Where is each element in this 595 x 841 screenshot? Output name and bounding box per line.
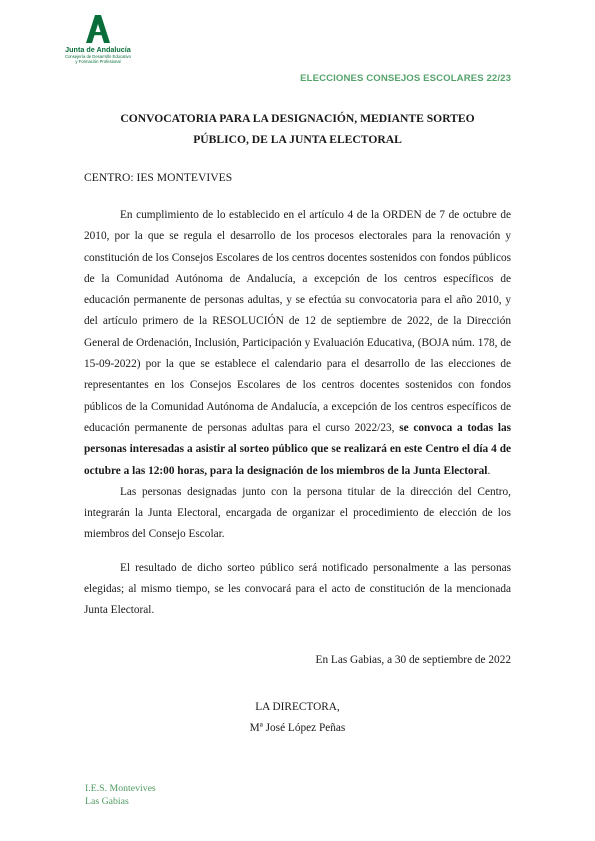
document-title [84, 108, 511, 150]
junta-de-andalucia-logo [58, 14, 138, 76]
title-line-1: CONVOCATORIA PARA LA DESIGNACIÓN, MEDIANTE SORTEO [120, 112, 475, 125]
paragraph-3: El resultado de dicho sorteo público será notificado personalmente a las personas elegidas; al mismo tiempo, se les convocará para el acto de constitución de la mencionada Junta Electoral. [84, 561, 511, 617]
paragraph-1 [84, 205, 511, 482]
paragraph-1-end: . [487, 464, 491, 477]
date-line: En Las Gabias, a 30 de septiembre de 2022 [315, 654, 511, 666]
footer-line-2: Las Gabias [85, 795, 129, 807]
logo-subtitle-line2: y Formación Profesional [75, 59, 121, 64]
signer-role: LA DIRECTORA, [255, 701, 340, 713]
logo-name: Junta de Andalucía [65, 45, 131, 54]
paragraph-1-text: En cumplimiento de lo establecido en el artículo 4 de la ORDEN de 7 de octubre de 2010, por la que se regula el desarrollo de los procesos electorales para la renovación y constitución de los Consejos Escolares de los centros docentes sostenidos con fondos públicos de la Comunidad Autónoma de Andalucía, a excepción de los centros específicos de educación permanente de personas adultas, y se efectúa su convocatoria para el año 2010, y del artículo primero de la RESOLUCIÓN de 12 de septiembre de 2022, de la Dirección General de Ordenación, Inclusión, Participación y Evaluación Educativa, (BOJA núm. 178, de 15-09-2022) por la que se establece el calendario para el desarrollo de las elecciones de representantes en los Consejos Escolares de los centros docentes sostenidos con fondos públicos de la Comunidad Autónoma de Andalucía, a excepción de los centros específicos de educación permanente de personas adultas para el curso 2022/23, [84, 209, 511, 434]
paragraph-1-bold: se convoca a todas las personas interesadas a asistir al sorteo público que se realizará en este Centro el día 4 de octubre a las 12:00 horas, para la designación de los miembros de la Junta Electoral [84, 421, 512, 477]
center-name: CENTRO: IES MONTEVIVES [84, 171, 233, 184]
footer [85, 783, 156, 808]
footer-line-1: I.E.S. Montevives [85, 783, 156, 794]
junta-andalucia-emblem-icon [85, 14, 111, 44]
paragraph-2: Las personas designadas junto con la persona titular de la dirección del Centro, integrarán la Junta Electoral, encargada de organizar el procedimiento de elección de los miembros del Consejo Escolar. [84, 485, 511, 541]
title-line-2: PÚBLICO, DE LA JUNTA ELECTORAL [193, 133, 402, 146]
document-body [84, 205, 511, 622]
signature-block [84, 697, 511, 739]
header-title: ELECCIONES CONSEJOS ESCOLARES 22/23 [300, 73, 511, 84]
logo-subtitle-line1: Consejería de Desarrollo Educativo [65, 54, 131, 59]
signer-name: Mª José López Peñas [249, 722, 346, 734]
